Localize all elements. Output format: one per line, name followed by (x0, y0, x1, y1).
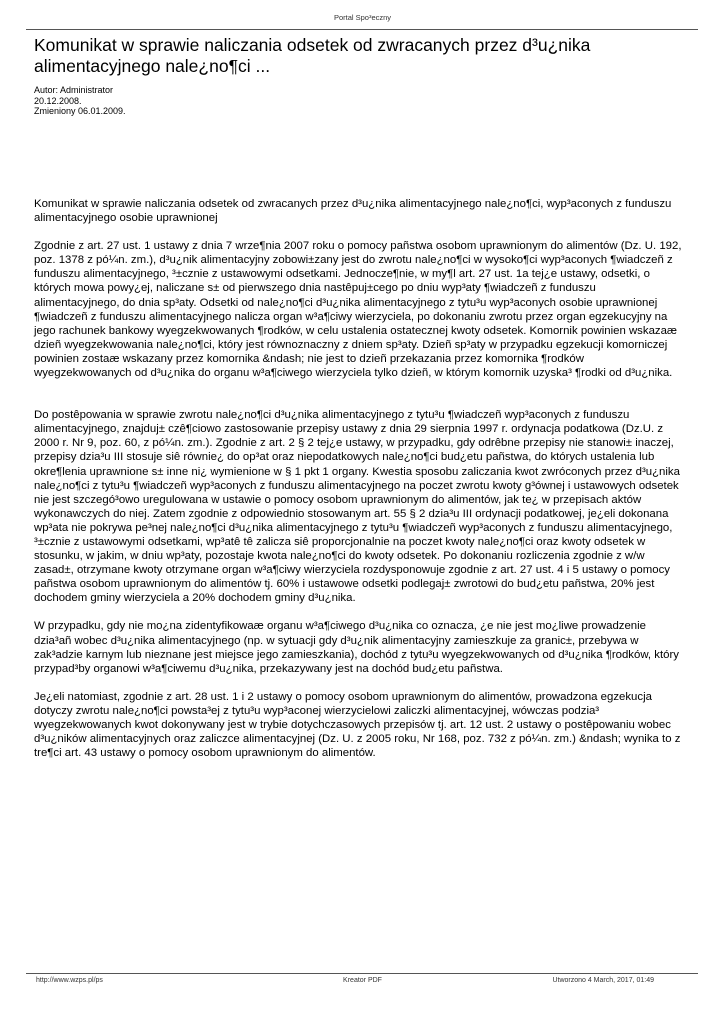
article-paragraph: Zgodnie z art. 27 ust. 1 ustawy z dnia 7 wrze¶nia 2007 roku o pomocy pañstwa osobom uprawnionym do alimentów (Dz. U. 192, poz. 1378 z pó¼n. zm.), d³u¿nik alimentacyjny zobowi±zany jest do zwrotu nale¿no¶ci w wysoko¶ci wyp³aconych ¶wiadczeñ z funduszu alimentacyjnego, ³±cznie z ustawowymi odsetkami. Jednocze¶nie, w my¶l art. 27 ust. 1a tej¿e ustawy, odsetki, o których mowa powy¿ej, naliczane s± od pierwszego dnia nastêpuj±cego po dniu wyp³aty ¶wiadczeñ z funduszu alimentacyjnego, do dnia sp³aty. Odsetki od nale¿no¶ci d³u¿nika alimentacyjnego z tytu³u wyp³aconych osobie uprawnionej ¶wiadczeñ z funduszu alimentacyjnego nalicza organ w³a¶ciwy wierzyciela, po dokonaniu zwrotu przez organ egzekucyjny na jego rachunek bankowy wyegzekwowanych ¶rodków, w celu ustalenia ostatecznej kwoty odsetek. Komornik powinien wskazaæ dzieñ wyegzekwowania nale¿no¶ci, który jest równoznaczny z dniem sp³aty. Dzieñ sp³aty w przypadku egzekucji komorniczej powinien zostaæ wskazany przez komornika &ndash; nie jest to dzieñ przekazania przez komornika ¶rodków wyegzekwowanych od d³u¿nika do organu w³a¶ciwego wierzyciela tylko dzieñ, w którym komornik uzyska³ ¶rodki od d³u¿nika. (34, 240, 682, 380)
article-meta (34, 85, 126, 117)
article-author: Autor: Administrator (34, 85, 114, 95)
article-paragraph: Je¿eli natomiast, zgodnie z art. 28 ust. 1 i 2 ustawy o pomocy osobom uprawnionym do alimentów, prowadzona egzekucja dotyczy zwrotu nale¿no¶ci powsta³ej z tytu³u wyp³aconej wierzycielowi zaliczki alimentacyjnej, wówczas podzia³ wyegzekwowanych kwot dokonywany jest w trybie dotychczasowych przepisów tj. art. 12 ust. 2 ustawy o postêpowaniu wobec d³u¿ników alimentacyjnych oraz zaliczce alimentacyjnej (Dz. U. z 2005 roku, Nr 168, poz. 732 z pó¼n. zm.) &ndash; wynika to z tre¶ci art. 43 ustawy o pomocy osobom uprawnionym do alimentów. (34, 690, 681, 760)
footer-url: http://www.wzps.pl/ps (36, 977, 103, 984)
portal-header: Portal Spo³eczny (333, 13, 392, 22)
article-paragraph: W przypadku, gdy nie mo¿na zidentyfikowaæ organu w³a¶ciwego d³u¿nika co oznacza, ¿e nie jest mo¿liwe prowadzenie dzia³añ wobec d³u¿nika alimentacyjnego (np. w sytuacji gdy d³u¿nik alimentacyjny zamieszkuje za granic±, przebywa w zak³adzie karnym lub nieznane jest miejsce jego zamieszkania), dochód z tytu³u wyegzekwowanych od d³u¿nika ¶rodków, który przypad³by organowi w³a¶ciwemu d³u¿nika, przekazywany jest na dochód bud¿etu pañstwa. (34, 620, 679, 675)
article-title: Komunikat w sprawie naliczania odsetek od zwracanych przez d³u¿nika alimentacyjnego nale¿no¶ci ... (34, 35, 591, 76)
article-modified: Zmieniony 06.01.2009. (34, 106, 126, 116)
article-body (34, 197, 684, 760)
footer-generator: Kreator PDF (343, 977, 382, 984)
article-date: 20.12.2008. (34, 95, 82, 106)
footer-divider (26, 973, 698, 974)
article-lead: Komunikat w sprawie naliczania odsetek od zwracanych przez d³u¿nika alimentacyjnego nale¿no¶ci, wyp³aconych z funduszu alimentacyjnego osobie uprawnionej (34, 198, 672, 225)
article-paragraph: Do postêpowania w sprawie zwrotu nale¿no¶ci d³u¿nika alimentacyjnego z tytu³u ¶wiadczeñ wyp³aconych z funduszu alimentacyjnego, znajduj± czê¶ciowo zastosowanie przepisy ustawy z dnia 29 sierpnia 1997 r. ordynacja podatkowa (Dz.U. z 2000 r. Nr 9, poz. 60, z pó¼n. zm.). Zgodnie z art. 2 § 2 tej¿e ustawy, w przypadku, gdy odrêbne przepisy nie stanowi± inaczej, przepisy dzia³u III stosuje siê równie¿ do op³at oraz niepodatkowych nale¿no¶ci bud¿etu pañstwa, do których ustalenia lub okre¶lenia uprawnione s± inne ni¿ wymienione w § 1 pkt 1 organy. Kwestia sposobu zaliczania kwot zwróconych przez d³u¿nika nale¿no¶ci z tytu³u ¶wiadczeñ wyp³aconych z funduszu alimentacyjnego na poczet zwrotu kwoty g³ównej i ustawowych odsetek nie jest szczegó³owo uregulowana w ustawie o pomocy osobom uprawnionym do alimentów, jak te¿ w przepisach aktów wykonawczych do niej. Zatem zgodnie z odpowiednio stosowanym art. 55 § 2 dzia³u III ordynacji podatkowej, je¿eli dokonana wp³ata nie pokrywa pe³nej nale¿no¶ci d³u¿nika alimentacyjnego z tytu³u ¶wiadczeñ wyp³aconych z funduszu alimentacyjnego, ³±cznie z ustawowymi odsetkami, wp³atê tê zalicza siê proporcjonalnie na poczet kwoty nale¿no¶ci oraz kwoty odsetek w stosunku, w jakim, w dniu wp³aty, pozostaje kwota nale¿no¶ci do kwoty odsetek. Po dokonaniu rozliczenia zgodnie z w/w zasad±, otrzymane kwoty otrzymane organ w³a¶ciwy wierzyciela rozdysponowuje zgodnie z art. 27 ust. 4 i 5 ustawy o pomocy pañstwa osobom uprawnionym do alimentów tj. 60% i ustawowe odsetki podlegaj± zwrotowi do bud¿etu pañstwa, 20% jest dochodem gminy wierzyciela a 20% dochodem gminy d³u¿nika. (34, 409, 680, 605)
footer-created: Utworzono 4 March, 2017, 01:49 (552, 977, 654, 984)
header-divider (26, 29, 698, 30)
